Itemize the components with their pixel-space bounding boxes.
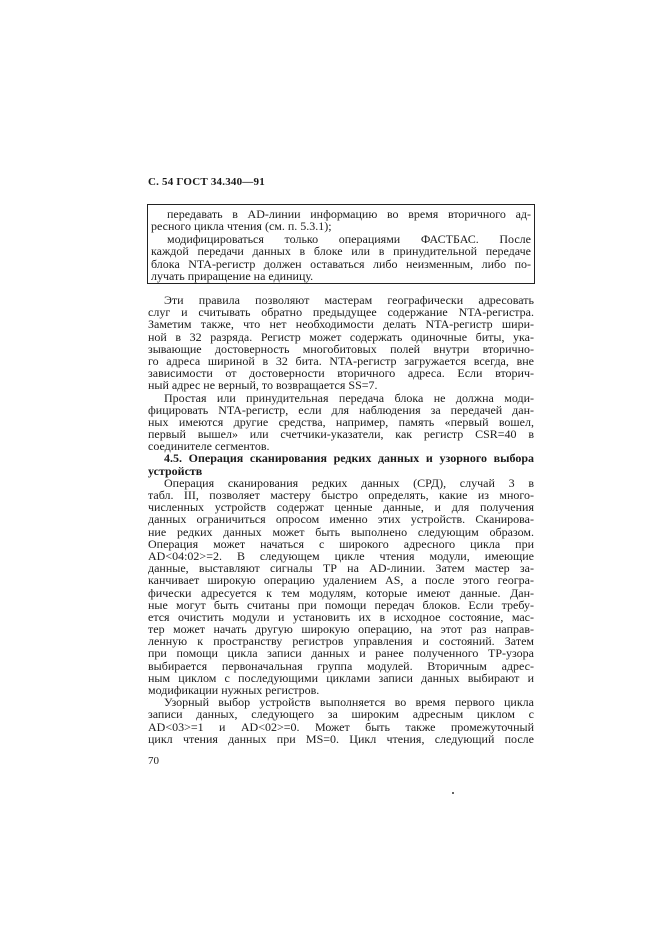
text-line: цикл чтения данных при MS=0. Цикл чтения, следующий после <box>148 731 534 746</box>
page-number: 70 <box>148 755 159 767</box>
text-line: лучать приращение на единицу. <box>151 268 314 283</box>
paragraph <box>148 477 534 696</box>
text-line: Простая или принудительная передача блока не должна моди- <box>164 390 534 405</box>
scan-speck <box>452 792 454 794</box>
text-line: фицировать NTA-регистр, если для наблюдения за передачей дан- <box>148 402 534 417</box>
paragraph <box>151 208 531 233</box>
paragraph <box>148 392 534 453</box>
section-heading <box>148 452 534 476</box>
text-line: Узорный выбор устройств выполняется во время первого цикла <box>164 695 534 710</box>
text-line: ленную к пространству регистров управления и состояний. Затем <box>148 634 534 649</box>
text-line: AD<03>=1 и AD<02>=0. Может быть также промежуточный <box>148 719 534 734</box>
text-line: выбирается первоначальная группа модулей. Вторичным адрес- <box>148 658 534 673</box>
text-line: фически адресуется к тем модулям, которые имеют данные. Дан- <box>148 585 534 600</box>
text-line: табл. III, позволяет мастеру быстро определять, какие из много- <box>148 488 534 502</box>
text-line: ный адрес не верный, то возвращается SS=7. <box>148 378 378 393</box>
text-line: каждой передачи данных в блоке или в принудительной передаче <box>151 244 531 259</box>
text-line: модификации нужных регистров. <box>148 683 320 697</box>
text-line: численных устройств содержат ценные данные, и для получения <box>148 500 534 515</box>
text-line: Операция сканирования редких данных (СРД), случай 3 в <box>164 475 534 490</box>
text-line: передавать в AD-линии информацию во время вторичного ад- <box>167 207 531 221</box>
text-line: зывающие достоверность многобитовых полей внутри вторично- <box>148 341 534 356</box>
text-line: го адреса шириной в 32 бита. NTA-регистр загружается всегда, вне <box>148 353 534 368</box>
text-line: ные могут быть считаны при помощи передач блоков. Если требу- <box>148 597 534 612</box>
text-line: данных ограничиться опросом именно этих устройств. Сканирова- <box>148 512 534 527</box>
framed-text-box <box>147 204 535 284</box>
text-line: соединителе сегментов. <box>148 439 270 454</box>
text-line: первый вышел» или счетчики-указатели, как регистр CSR=40 в <box>148 427 534 442</box>
paragraph <box>151 233 531 283</box>
text-line: канчивает широкую операцию удалением AS, а после этого геогра- <box>148 573 534 588</box>
text-line: Операция может начаться с широкого адресного цикла при <box>148 536 534 551</box>
text-line: ресного цикла чтения (см. п. 5.3.1); <box>151 219 332 234</box>
text-line: ние редких данных может быть выполнено следующим образом. <box>148 524 534 539</box>
paragraph <box>148 696 534 745</box>
text-line: Эти правила позволяют мастерам географически адресовать <box>164 293 534 307</box>
text-line: AD<04:02>=2. В следующем цикле чтения модули, имеющие <box>148 548 534 563</box>
text-line: ным циклом с последующими циклами записи данных выбирают и <box>148 670 534 685</box>
text-line: ется очистить модули и установить их в исходное состояние, мас- <box>148 609 534 624</box>
text-line: ных имеются другие средства, например, память «первый вошел, <box>148 414 534 429</box>
text-line: ной в 32 разряда. Регистр может содержать одиночные биты, ука- <box>148 329 534 344</box>
text-line: данные, выставляют сигналы ТР на AD-линии. Затем мастер за- <box>148 561 534 576</box>
body-text <box>148 294 534 745</box>
text-line: модифицироваться только операциями ФАСТБАС. После <box>167 231 531 246</box>
text-line: тер может начать другую широкую операцию, на этот раз направ- <box>148 622 534 637</box>
text-line: Заметим также, что нет необходимости делать NTA-регистр шири- <box>148 317 534 332</box>
text-line: зависимости от достоверности вторичного адреса. Если вторич- <box>148 366 534 381</box>
page-header: С. 54 ГОСТ 34.340—91 <box>148 176 265 188</box>
text-line: устройств <box>148 463 203 478</box>
text-line: записи данных, следующего за широким адресным циклом с <box>148 707 534 722</box>
text-line: блока NTA-регистр должен оставаться либо неизменным, либо по- <box>151 256 531 271</box>
text-line: слуг и считывать обратно предыдущее содержание NTA-регистра. <box>148 305 534 320</box>
text-line: 4.5. Операция сканирования редких данных и узорного выбора <box>164 451 534 466</box>
paragraph <box>148 294 534 392</box>
text-line: при помощи цикла записи данных и ранее полученного ТР-узора <box>148 646 534 661</box>
